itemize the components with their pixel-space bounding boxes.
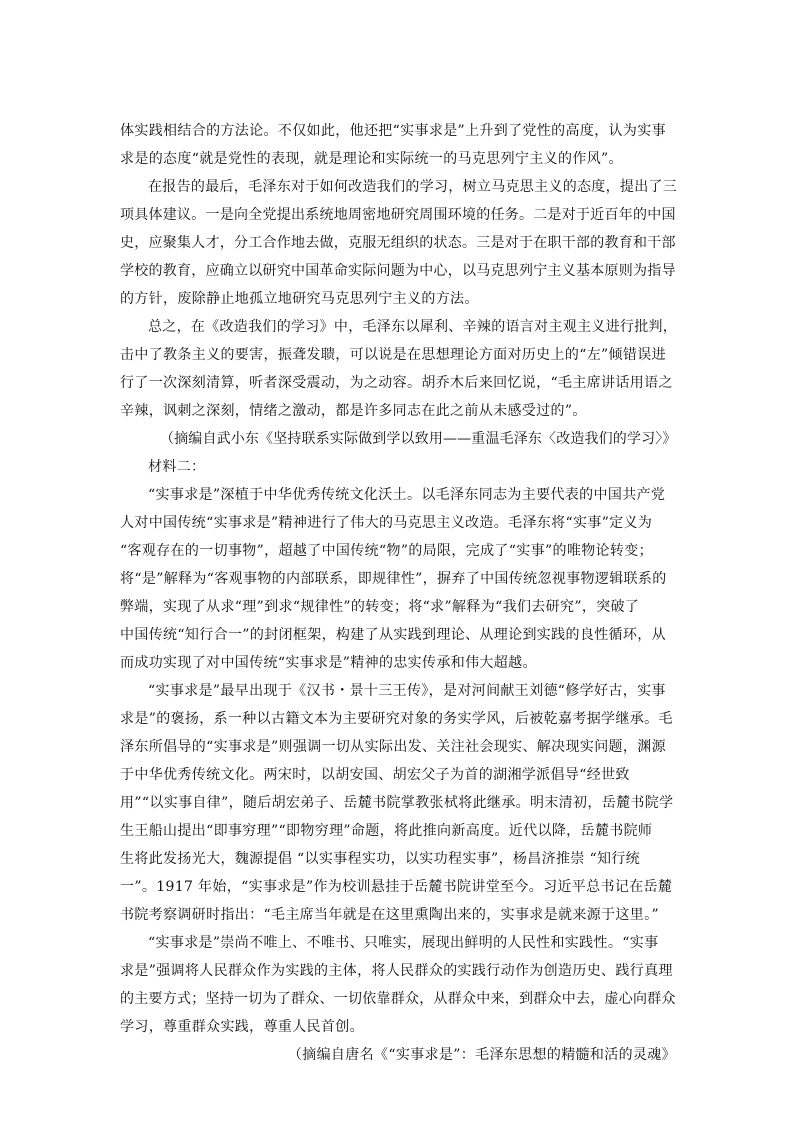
text-line: 用”“以实事自律”，随后胡宏弟子、岳麓书院掌教张栻将此继承。明末清初，岳麓书院学	[120, 795, 674, 811]
text-line: 而成功实现了对中国传统“实事求是”精神的忠实传承和伟大超越。	[120, 655, 537, 671]
body-text	[120, 117, 676, 1069]
text-line: 于中华优秀传统文化。两宋时，以胡安国、胡宏父子为首的湖湘学派倡导“经世致	[120, 767, 630, 783]
text-line: 史，应聚集人才，分工合作地去做，克服无组织的状态。三是对于在职干部的教育和干部	[120, 235, 676, 251]
text-line: 泽东所倡导的“实事求是”则强调一切从实际出发、关注社会现实、解决现实问题，渊源	[120, 739, 666, 755]
text-line: 求是”的褒扬，系一种以古籍文本为主要研究对象的务实学风，后被乾嘉考据学继承。毛	[120, 711, 673, 727]
text-line: 击中了教条主义的要害，振聋发聩，可以说是在思想理论方面对历史上的“左”倾错误进	[120, 347, 666, 363]
text-line: 的方针，废除静止地孤立地研究马克思列宁主义的方法。	[120, 291, 479, 307]
text-line: 总之，在《改造我们的学习》中，毛泽东以犀利、辛辣的语言对主观主义进行批判，	[148, 319, 678, 335]
text-line: 学校的教育，应确立以研究中国革命实际问题为中心，以马克思列宁主义基本原则为指导	[120, 263, 676, 279]
text-line: 在报告的最后，毛泽东对于如何改造我们的学习，树立马克思主义的态度，提出了三	[148, 179, 678, 195]
text-line: 学习，尊重群众实践，尊重人民首创。	[120, 1019, 364, 1035]
source-citation: （摘编自唐名《“实事求是”：毛泽东思想的精髓和活的灵魂》	[287, 1047, 676, 1063]
text-line: 生王船山提出“即事穷理”“即物穷理”命题，将此推向新高度。近代以降，岳麓书院师	[120, 823, 653, 839]
text-line: 项具体建议。一是向全党提出系统地周密地研究周围环境的任务。二是对于近百年的中国	[120, 207, 676, 223]
text-line: “实事求是”最早出现于《汉书・景十三王传》，是对河间献王刘德“修学好古，实事	[148, 683, 666, 699]
text-line: 求是的态度“就是党性的表现，就是理论和实际统一的马克思列宁主义的作风”。	[120, 151, 623, 167]
text-line: 辛辣，讽刺之深刻，情绪之激动，都是许多同志在此之前从未感受过的”。	[120, 403, 587, 419]
source-citation: （摘编自武小东《坚持联系实际做到学以致用——重温毛泽东〈改造我们的学习〉》	[160, 431, 677, 447]
text-line: 书院考察调研时指出：“毛主席当年就是在这里熏陶出来的，实事求是就来源于这里。”	[120, 907, 659, 923]
text-line: 生将此发扬光大，魏源提倡 “以实事程实功，以实功程实事”，杨昌济推崇 “知行统	[120, 851, 641, 867]
text-line: “实事求是”崇尚不唯上、不唯书、只唯实，展现出鲜明的人民性和实践性。“实事	[148, 935, 659, 951]
text-line: 求是”强调将人民群众作为实践的主体，将人民群众的实践行动作为创造历史、践行真理	[120, 963, 673, 979]
text-line: 弊端，实现了从求“理”到求“规律性”的转变；将“求”解释为“我们去研究”，突破了	[120, 599, 640, 615]
text-line: “实事求是”深植于中华优秀传统文化沃土。以毛泽东同志为主要代表的中国共产党	[148, 487, 666, 503]
section-heading: 材料二：	[148, 459, 206, 475]
text-line: 中国传统“知行合一”的封闭框架，构建了从实践到理论、从理论到实践的良性循环，从	[120, 627, 666, 643]
text-line: 行了一次深刻清算，听者深受震动，为之动容。胡乔木后来回忆说，“毛主席讲话用语之	[120, 375, 673, 391]
text-line: 一”。1917 年始，“实事求是”作为校训悬挂于岳麓书院讲堂至今。习近平总书记在岳麓	[120, 879, 673, 895]
text-line: 人对中国传统“实事求是”精神进行了伟大的马克思主义改造。毛泽东将“实事”定义为	[120, 515, 653, 531]
text-line: 的主要方式；坚持一切为了群众、一切依靠群众，从群众中来，到群众中去，虚心向群众	[120, 991, 676, 1007]
text-line: 体实践相结合的方法论。不仅如此，他还把“实事求是”上升到了党性的高度，认为实事	[120, 123, 666, 139]
text-line: 将“是”解释为“客观事物的内部联系，即规律性”，摒弃了中国传统忽视事物逻辑联系的	[120, 571, 667, 587]
text-line: “客观存在的一切事物”，超越了中国传统“物”的局限，完成了“实事”的唯物论转变；	[120, 543, 653, 559]
